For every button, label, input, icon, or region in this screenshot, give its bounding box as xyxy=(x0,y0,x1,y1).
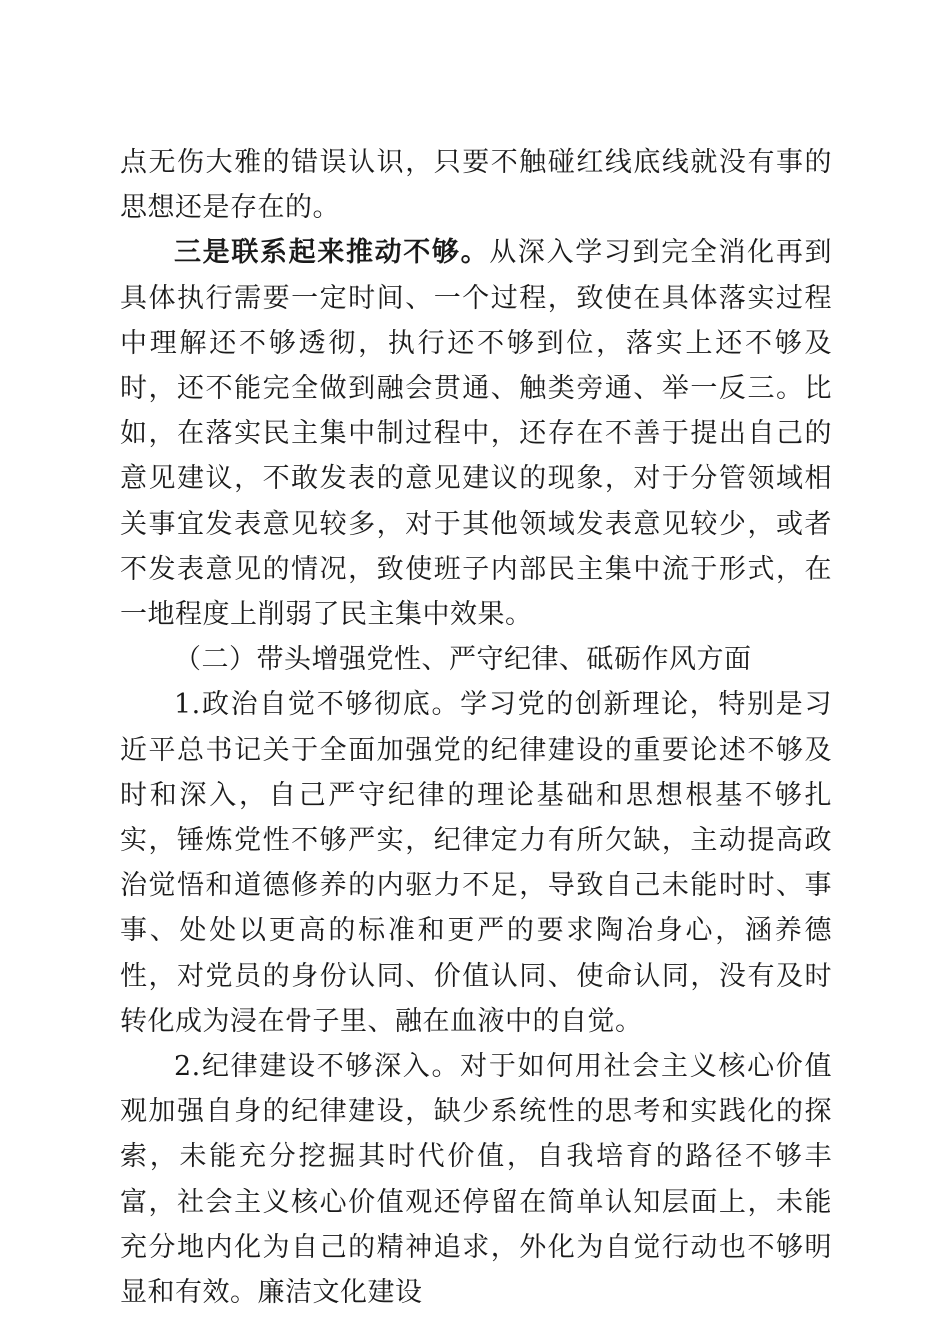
document-body xyxy=(120,140,832,1315)
paragraph-text: 2.纪律建设不够深入。对于如何用社会主义核心价值观加强自身的纪律建设，缺少系统性的思考和实践化的探索，未能充分挖掘其时代价值，自我培育的路径不够丰富，社会主义核心价值观还停留在简单认知层面上，未能充分地内化为自己的精神追求，外化为自觉行动也不够明显和有效。廉洁文化建设 xyxy=(120,1051,832,1309)
section-heading xyxy=(120,637,832,682)
paragraph-lead: 三是联系起来推动不够。 xyxy=(174,237,490,269)
paragraph-text: 从深入学习到完全消化再到具体执行需要一定时间、一个过程，致使在具体落实过程中理解还不够透彻，执行还不够到位，落实上还不够及时，还不能完全做到融会贯通、触类旁通、举一反三。比如，在落实民主集中制过程中，还存在不善于提出自己的意见建议，不敢发表的意见建议的现象，对于分管领域相关事宜发表意见较多，对于其他领域发表意见较少，或者不发表意见的情况，致使班子内部民主集中流于形式，在一地程度上削弱了民主集中效果。 xyxy=(120,237,832,631)
paragraph-text: 点无伤大雅的错误认识，只要不触碰红线底线就没有事的思想还是存在的。 xyxy=(120,147,832,224)
paragraph-linkage xyxy=(120,230,832,637)
paragraph-political-awareness xyxy=(120,682,832,1044)
paragraph-text: 1.政治自觉不够彻底。学习党的创新理论，特别是习近平总书记关于全面加强党的纪律建设的重要论述不够及时和深入，自己严守纪律的理论基础和思想根基不够扎实，锤炼党性不够严实，纪律定力有所欠缺，主动提高政治觉悟和道德修养的内驱力不足，导致自己未能时时、事事、处处以更高的标准和更严的要求陶冶身心，涵养德性，对党员的身份认同、价值认同、使命认同，没有及时转化成为浸在骨子里、融在血液中的自觉。 xyxy=(120,689,832,1037)
paragraph-discipline-building xyxy=(120,1044,832,1315)
section-heading-text: （二）带头增强党性、严守纪律、砥砺作风方面 xyxy=(174,644,752,676)
paragraph-continuation xyxy=(120,140,832,230)
